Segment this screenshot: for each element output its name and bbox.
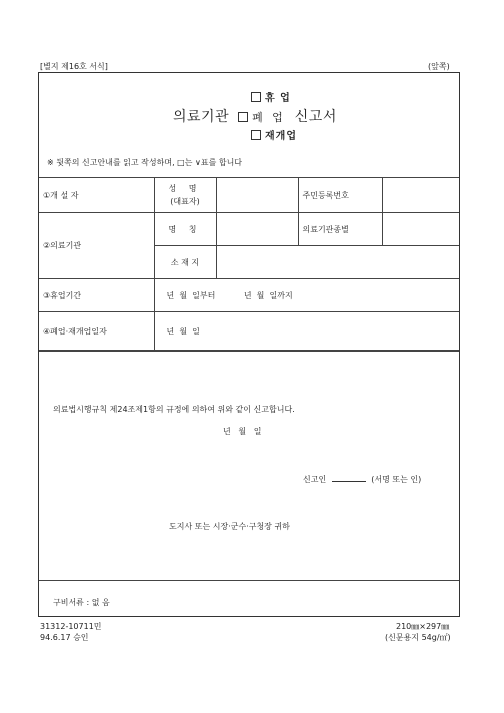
page-side-label: (앞쪽) <box>428 62 450 71</box>
addressee: 도지사 또는 시장·군수·구청장 귀하 <box>169 522 290 531</box>
declaration-statement: 의료법시행규칙 제24조제1항의 규정에 의하여 위와 같이 신고합니다. <box>53 405 295 414</box>
notice-text: ※ 뒷쪽의 신고안내를 읽고 작성하며, □는 ∨표를 합니다 <box>47 158 243 167</box>
location-field[interactable] <box>216 246 459 279</box>
option-reopen[interactable]: 재개업 <box>251 127 297 142</box>
declaration-date: 년 월 일 <box>223 427 262 436</box>
suspension-period-field[interactable]: 년 월 일부터 년 월 일까지 <box>154 279 459 312</box>
main-title <box>173 106 337 126</box>
institution-name-label: 명 칭 <box>154 213 216 246</box>
institution-name-field[interactable] <box>216 213 298 246</box>
closure-date-field[interactable]: 년 월 일 <box>154 312 459 351</box>
title-right: 신고서 <box>294 109 337 125</box>
resident-number-field[interactable] <box>382 178 459 213</box>
option-suspension[interactable]: 휴 업 <box>251 89 291 104</box>
resident-number-label: 주민등록번호 <box>298 178 382 213</box>
founder-name-label: 성 명 (대표자) <box>154 178 216 213</box>
checkbox[interactable] <box>251 92 261 102</box>
approval-date: 94.6.17 승인 <box>40 633 89 642</box>
founder-name-field[interactable] <box>216 178 298 213</box>
report-form <box>38 72 460 617</box>
form-code: 31312-10711민 <box>40 622 102 631</box>
suspension-period-label: ③휴업기간 <box>39 279 154 312</box>
location-label: 소 재 지 <box>154 246 216 279</box>
founder-label: ①개 설 자 <box>39 178 154 213</box>
reporter-line: 신고인 (서명 또는 인) <box>303 475 422 484</box>
institution-type-label: 의료기관종별 <box>298 213 382 246</box>
paper-size: 210㎜×297㎜ <box>396 622 450 631</box>
info-table <box>39 177 459 351</box>
paper-type: (신문용지 54g/㎡) <box>385 633 451 642</box>
checkbox[interactable] <box>238 112 248 122</box>
checkbox[interactable] <box>251 130 261 140</box>
title-left: 의료기관 <box>173 109 230 125</box>
signature-blank[interactable] <box>332 481 366 482</box>
institution-type-field[interactable] <box>382 213 459 246</box>
attachments-text: 구비서류 : 없 음 <box>53 598 110 607</box>
declaration-area <box>39 351 459 584</box>
form-number: [별지 제16호 서식] <box>40 62 108 71</box>
institution-label: ②의료기관 <box>39 213 154 279</box>
closure-date-label: ④폐업·재개업일자 <box>39 312 154 351</box>
option-closure[interactable]: 폐 업 <box>252 111 286 124</box>
title-block <box>39 73 459 149</box>
attachments-row <box>39 580 459 618</box>
